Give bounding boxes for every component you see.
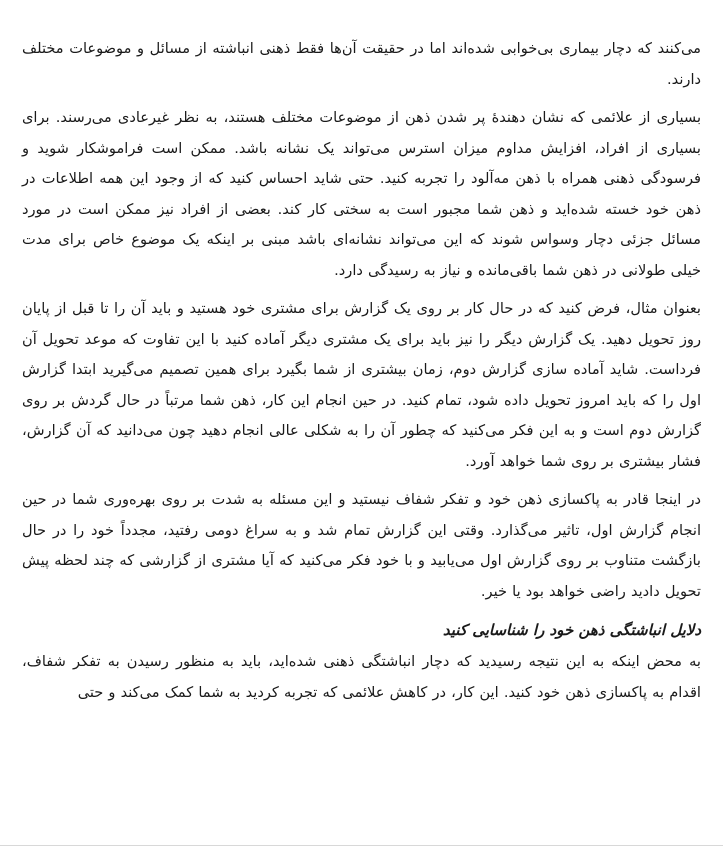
paragraph-clarity: در اینجا قادر به پاکسازی ذهن خود و تفکر شفاف نیستید و این مسئله به شدت بر روی بهره‌وری شما در حین انجام گزارش اول، تاثیر می‌گذارد. وقتی این گزارش تمام شد و به سراغ دومی رفتید، مجدداً خود را در حال بازگشت متناوب بر روی گزارش اول می‌یابید و با خود فکر می‌کنید که آیا مشتری از گزارشی که چند لحظه پیش تحویل دادید راضی خواهد بود یا خیر. [22, 491, 701, 600]
section-heading: دلایل انباشتگی ذهن خود را شناسایی کنید [442, 621, 701, 639]
paragraph-symptoms: بسیاری از علائمی که نشان دهندهٔ پر شدن ذهن از موضوعات مختلف هستند، به نظر غیرعادی می‌رسند. برای بسیاری از افراد، افزایش مداوم میزان استرس می‌تواند یک نشانه باشد. ممکن است فراموشکار شوید و فرسودگی ذهنی همراه با ذهن مه‌آلود را تجربه کنید. حتی شاید احساس کنید که از وجود این همه اطلاعات در ذهن خود خسته شده‌اید و ذهن شما مجبور است به سختی کار کند. بعضی از افراد نیز ممکن است در مورد مسائل جزئی دچار وسواس شوند که این می‌تواند نشانه‌ای باشد مبنی بر اینکه یک موضوع خاص برای مدت خیلی طولانی در ذهن شما باقی‌مانده و نیاز به رسیدگی دارد. [22, 109, 701, 279]
page-bottom-edge [0, 845, 723, 846]
paragraph-example: بعنوان مثال، فرض کنید که در حال کار بر روی یک گزارش برای مشتری خود هستید و باید آن را تا قبل از پایان روز تحویل دهید. یک گزارش دیگر را نیز باید برای یک مشتری دیگر آماده کنید با این تفاوت که موعد تحویل آن فرداست. شاید آماده سازی گزارش دوم، زمان بیشتری از شما بگیرد برای همین تصمیم می‌گیرید ابتدا گزارش اول را که باید امروز تحویل داده شود، تمام کنید. در حین انجام این کار، ذهن شما مرتباً در حال گردش بر روی گزارش دوم است و به این فکر می‌کنید که چطور آن را به شکلی عالی انجام دهید چون می‌دانید که آن گزارش، فشار بیشتری بر روی شما خواهد آورد. [22, 300, 701, 470]
paragraph-intro-continuation: می‌کنند که دچار بیماری بی‌خوابی شده‌اند اما در حقیقت آن‌ها فقط ذهنی انباشته از مسائل و موضوعات مختلف دارند. [22, 40, 701, 88]
paragraph-cleanup: به محض اینکه به این نتیجه رسیدید که دچار انباشتگی ذهنی شده‌اید، باید به منظور رسیدن به تفکر شفاف، اقدام به پاکسازی ذهن خود کنید. این کار، در کاهش علائمی که تجربه کردید به شما کمک می‌کند و حتی [22, 653, 701, 701]
